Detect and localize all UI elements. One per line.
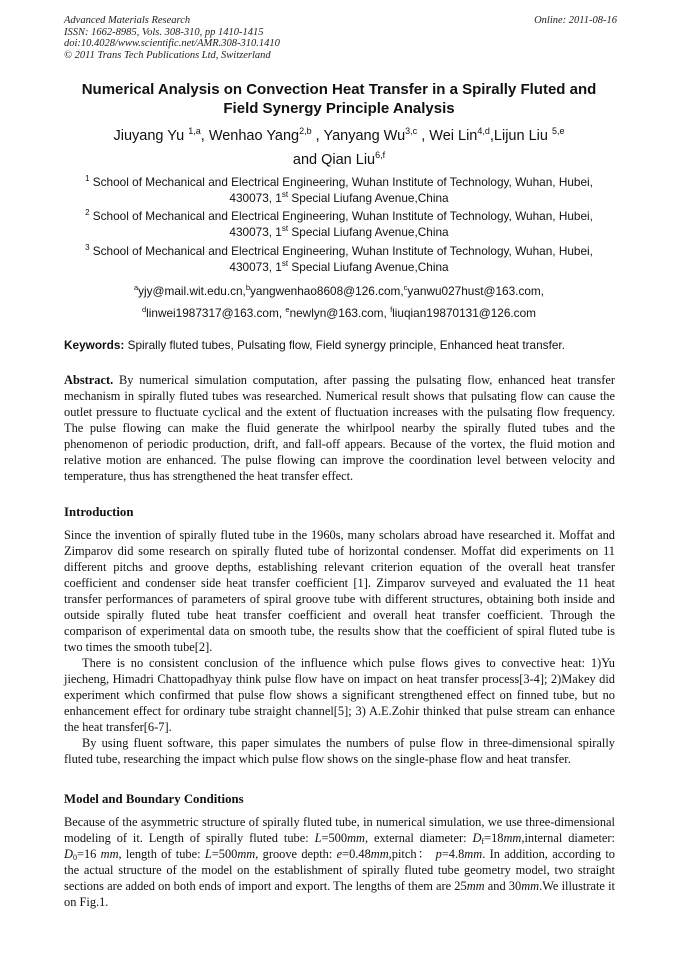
email-sup: b [245, 283, 251, 292]
affiliation-line-2-sup: st [281, 224, 289, 233]
email-sup: a [133, 283, 139, 292]
email-a[interactable]: yjy@mail.wit.edu.cn, [138, 284, 246, 298]
affiliation-line-2a: 430073, 1 [229, 191, 282, 205]
author-list [40, 124, 638, 172]
email-c[interactable]: yanwu027hust@163.com, [407, 284, 545, 298]
copyright-line: © 2011 Trans Tech Publications Ltd, Switzerland [64, 49, 271, 61]
title-line-2: Field Synergy Principle Analysis [223, 100, 455, 117]
model-text: ,pitch： [388, 847, 436, 861]
affiliation-num: 2 [85, 208, 90, 217]
author-name: and Qian Liu [292, 152, 376, 168]
author-sup: 4,d [477, 126, 490, 136]
author-sep: , [311, 128, 324, 144]
author-name: Lijun Liu [493, 128, 552, 144]
unit-mm: mm [370, 847, 389, 861]
affiliation-line-2a: 430073, 1 [229, 260, 282, 274]
model-text: . In addition, according to the actual structure of the model on the establishment of spirally fluted tube geometry model, two straight sections are added on both ends of import and export. The lengths of them are 25 [64, 847, 615, 893]
affiliation-line-1: School of Mechanical and Electrical Engineering, Wuhan Institute of Technology, Wuhan, Hubei, [89, 244, 593, 258]
unit-mm: mm [347, 831, 365, 845]
model-paragraph [64, 814, 615, 910]
var-D: D [64, 847, 73, 861]
model-text: Because of the asymmetric structure of spirally fluted tube, in numerical simulation, we use three-dimensional modeling of it. Length of spirally fluted tube: [64, 815, 615, 845]
affiliation-line-2a: 430073, 1 [229, 225, 282, 239]
model-text: =18 [484, 831, 504, 845]
abstract-text: By numerical simulation computation, after passing the pulsating flow, enhanced heat transfer mechanism in spirally fluted tubes was researched. Numerical result shows that pulsating flow can cause the outlet pressure to fluctuate cyclical and the extent of fluctuation increases with the pulsating flow frequency. The pulse flowing can make the fluid generate the whirlpool nearby the spirally fluted tubes and the phenomenon of periodic production, drift, and fall-off appears. Because of the vortex, the fluid motion and relative motion are enhanced. The pulse flowing can improve the coordination level between velocity and temperature, thus has strengthened the heat transfer effect. [64, 373, 615, 483]
affiliation-line-2-sup: st [281, 190, 289, 199]
intro-paragraph-2: There is no consistent conclusion of the influence which pulse flows gives to convective heat: 1)Yu jiecheng, Himadri Chattopadhyay think pulse flow have on impact on heat transfer process[3-4]; 2)Makey did experiment which confirmed that pulse flow shows a significant strengthened effect on finned tube, but no enhancement effect for ordinary tube straight channel[5]; 3) A.E.Zohir thinked that pulse stream can enhance the heat transfer[6-7]. [64, 656, 615, 734]
email-sup: e [285, 305, 290, 314]
doi-line: doi:10.4028/www.scientific.net/AMR.308-310.1410 [64, 38, 280, 49]
unit-mm: mm [466, 879, 485, 893]
author-name: Wei Lin [429, 128, 478, 144]
emails-line-1 [40, 280, 638, 302]
model-text: =0.48 [342, 847, 371, 861]
model-text: =4.8 [441, 847, 465, 861]
model-text: , groove depth: [255, 847, 337, 861]
unit-mm: mm [503, 831, 522, 845]
authors-line-1 [40, 124, 638, 148]
model-heading: Model and Boundary Conditions [64, 792, 244, 806]
unit-mm: mm [100, 847, 119, 861]
author-sep: , [417, 128, 430, 144]
unit-mm: mm [237, 847, 256, 861]
author-name: Jiuyang Yu [113, 128, 189, 144]
affiliation-line-2b: Special Liufang Avenue,China [288, 225, 449, 239]
journal-header [64, 15, 617, 61]
email-b[interactable]: yangwenhao8608@126.com, [250, 284, 404, 298]
paper-title [40, 80, 638, 118]
model-text: .We illustrate it on Fig.1. [64, 879, 615, 909]
email-e[interactable]: newlyn@163.com, [289, 306, 391, 320]
introduction-body [64, 527, 615, 767]
authors-line-2 [40, 148, 638, 172]
affiliation-line-1: School of Mechanical and Electrical Engineering, Wuhan Institute of Technology, Wuhan, Hubei, [89, 209, 593, 223]
model-text: , length of tube: [118, 847, 205, 861]
email-sup: d [142, 305, 147, 314]
introduction-heading: Introduction [64, 505, 134, 519]
emails-line-2 [40, 302, 638, 324]
email-f[interactable]: liuqian19870131@126.com [392, 306, 536, 320]
affiliation-line-2b: Special Liufang Avenue,China [288, 260, 449, 274]
keywords [64, 337, 624, 353]
unit-mm: mm [464, 847, 483, 861]
sub-0: 0 [72, 853, 77, 862]
model-text: ,internal diameter: [521, 831, 616, 845]
abstract-label: Abstract. [64, 373, 114, 387]
author-sep: , [200, 128, 209, 144]
keywords-text: Spirally fluted tubes, Pulsating flow, Field synergy principle, Enhanced heat transfer. [124, 338, 565, 352]
var-L: L [314, 831, 322, 845]
var-e: e [336, 847, 343, 861]
unit-mm: mm [521, 879, 540, 893]
var-p: p [435, 847, 442, 861]
author-sep: , [489, 128, 494, 144]
email-d[interactable]: linwei1987317@163.com, [146, 306, 286, 320]
model-text: , external diameter: [364, 831, 473, 845]
author-sup: 5,e [551, 126, 565, 136]
model-text: and 30 [484, 879, 522, 893]
affiliation-1 [60, 174, 618, 206]
author-name: Wenhao Yang [208, 128, 300, 144]
affiliation-3 [60, 243, 618, 275]
sub-f: f [481, 837, 485, 846]
affiliation-2 [60, 208, 618, 240]
model-text: =16 [76, 847, 101, 861]
affiliation-line-2b: Special Liufang Avenue,China [288, 191, 449, 205]
email-sup: f [390, 305, 393, 314]
author-sup: 1,a [188, 126, 201, 136]
intro-paragraph-1: Since the invention of spirally fluted tube in the 1960s, many scholars abroad have researched it. Moffat and Zimparov did some research on spirally fluted tube of horizontal condenser. Moffat did experiments on 11 different pitchs and groove depths, establishing relevant criterion equation of the overall heat transfer coefficient and condenser side heat transfer coefficient [1]. Zimparov surveyed and evaluated the 11 heat transfer performances of parameters of spiral groove tube with different structures, obtaining both inside and outside spirally fluted tube heat transfer coefficient and overall heat transfer coefficient. Through the comparison of experimental data on smooth tube, the results show that the coefficient of spiral fluted tube is two times the smooth tube[2]. [64, 528, 615, 654]
author-sup: 2,b [299, 126, 312, 136]
issn-line: ISSN: 1662-8985, Vols. 308-310, pp 1410-1415 [64, 26, 264, 38]
affiliation-num: 1 [85, 174, 90, 183]
author-sup: 6,f [375, 150, 386, 160]
author-emails [40, 280, 638, 324]
title-line-1: Numerical Analysis on Convection Heat Transfer in a Spirally Fluted and [81, 81, 597, 98]
affiliation-num: 3 [85, 243, 90, 252]
model-text: =500 [321, 831, 348, 845]
affiliation-line-2-sup: st [281, 259, 289, 268]
var-L: L [204, 847, 212, 861]
author-name: Yanyang Wu [323, 128, 406, 144]
abstract [64, 372, 615, 484]
intro-paragraph-3: By using fluent software, this paper simulates the numbers of pulse flow in three-dimensional spirally fluted tube, researching the impact which pulse flow shows on the single-phase flow and heat transfer. [64, 736, 615, 766]
journal-name: Advanced Materials Research [64, 15, 191, 26]
model-body [64, 814, 615, 910]
author-sup: 3,c [405, 126, 418, 136]
model-text: =500 [211, 847, 238, 861]
var-D: D [472, 831, 482, 845]
email-sup: c [403, 283, 408, 292]
online-date: Online: 2011-08-16 [534, 15, 617, 26]
keywords-label: Keywords: [64, 338, 125, 352]
affiliation-line-1: School of Mechanical and Electrical Engineering, Wuhan Institute of Technology, Wuhan, Hubei, [89, 175, 593, 189]
